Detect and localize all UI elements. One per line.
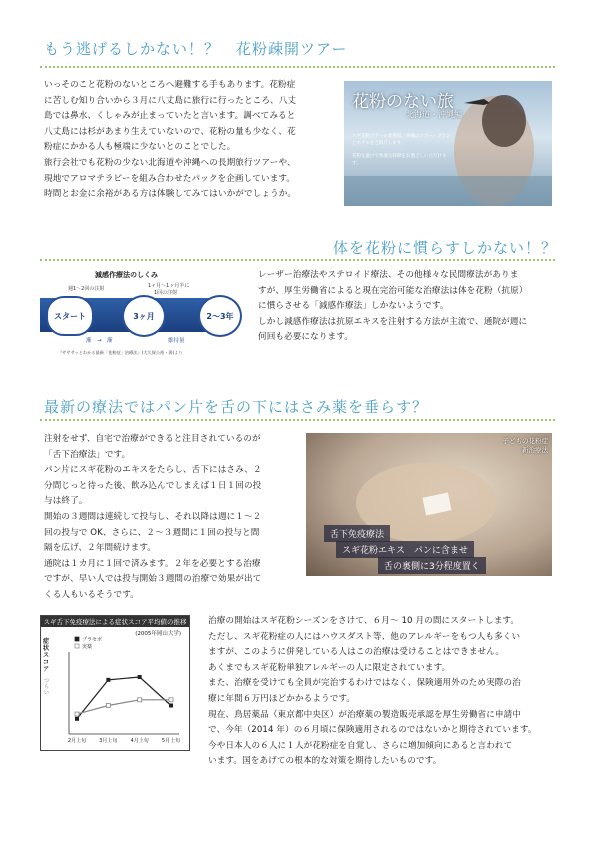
section3-text-right <box>208 614 558 770</box>
section3-text-left <box>44 432 302 604</box>
chart-data-point <box>138 675 142 679</box>
section3-heading: 最新の療法ではパン片を舌の下にはさみ薬を垂らす？ <box>44 398 429 416</box>
paragraph-line: 八丈島には杉があまり生えていないので、花粉の量も少なく、花 <box>44 126 296 137</box>
paragraph-line: 島では鼻水、くしゃみが止まっていたと言います。調べてみると <box>44 111 296 122</box>
chart-data-point <box>169 704 173 708</box>
paragraph-line: また、治療を受けても全員が完治するわけではなく、保険適用外のため実際の治 <box>208 678 521 689</box>
chart-data-point <box>75 717 79 721</box>
section1-divider <box>40 66 555 68</box>
diagram-label: 1ヶ月〜1ヶ月半に <box>148 283 190 289</box>
travel-photo <box>344 81 552 206</box>
paragraph-line: 隔を広げ、２年間続けます。 <box>44 543 156 554</box>
section1-heading: もう逃げるしかない！？ 花粉疎開ツアー <box>44 40 348 58</box>
paragraph-line: 与は終了。 <box>44 496 88 507</box>
photo-tag-line: 子どもの花粉症 <box>502 437 548 445</box>
paragraph-line: で、今年（2014 年）の６月頃に保険適用されるのではないかと期待されています。 <box>208 725 537 736</box>
chart-data-point <box>106 678 110 682</box>
chart-data-point <box>138 698 142 702</box>
chart-legend-label: プラセボ <box>82 637 103 643</box>
treatment-photo <box>306 433 552 576</box>
paragraph-line: いっそのこと花粉のないところへ避難する手もあります。花粉症 <box>44 80 296 90</box>
photo-title: 花粉のない旅 <box>352 92 454 112</box>
paragraph-line: 回の投与で OK、さらに、２〜３週間に１回の投与と間 <box>44 527 260 538</box>
chart-data-point <box>75 712 79 716</box>
chart-series-line <box>77 677 171 719</box>
paragraph-line: 通院は１カ月に１回で済みます。２年を必要とする治療 <box>44 558 261 569</box>
paragraph-line: すが、厚生労働省によると現在完治可能な治療法は体を花粉（抗原） <box>258 285 528 296</box>
photo-tag-line: 新治療法 <box>522 446 548 454</box>
paragraph-line: パン片にスギ花粉のエキスをたらし、舌下にはさみ、２ <box>44 465 262 476</box>
paragraph-line: ただし、スギ花粉症の人にはハウスダスト等、他のアレルギーをもつ人も多くい <box>208 631 521 642</box>
paragraph-line: 現地でアロマテラピーを組み合わせたパックを企画しています。 <box>44 173 296 184</box>
photo-tag <box>503 436 549 454</box>
chart-data-point <box>106 704 110 708</box>
paragraph-line: しかし減感作療法は抗原エキスを注射する方法が主流で、通院が週に <box>258 316 528 327</box>
section2-heading: 体を花粉に慣らすしかない！？ <box>333 239 558 257</box>
diagram-step-23y: 2〜3年 <box>198 295 242 337</box>
chart-ylabel: 症状スコア <box>43 638 50 673</box>
paragraph-line: あくまでもスギ花粉単独アレルギーの人に限定されています。 <box>208 662 451 673</box>
paragraph-line: 現在、鳥居薬品（東京都中央区）が治療薬の製造販売承認を厚生労働省に申請中 <box>208 709 521 720</box>
paragraph-line: 療に年間６万円ほどかかるようです。 <box>208 693 356 704</box>
diagram-label: 週1〜2回の注射 <box>68 286 105 292</box>
diagram-title: 減感作療法のしくみ <box>95 271 158 279</box>
paragraph-line: 今や日本人の６人に１人が花粉症を自覚し、さらに増加傾向にあると言われて <box>208 740 513 751</box>
chart-legend-label: 実薬 <box>82 644 93 650</box>
paragraph-line: 粉症にかかる人も極端に少ないとのことでした。 <box>44 142 236 153</box>
section2-text <box>258 268 554 346</box>
diagram-label: 1回の注射 <box>154 290 178 296</box>
photo-note: 花粉を避けて快適な時間をお過ごしいただけます。 <box>352 154 447 166</box>
paragraph-line: 旅行会社でも花粉の少ない北海道や沖縄への長期旅行ツアーや、 <box>44 157 296 168</box>
paragraph-line: ますが、このように併発している人はこの治療は受けることはできません。 <box>208 647 505 658</box>
diagram-label: 漸 → 漸 <box>86 338 113 344</box>
paragraph-line: 「舌下治療法」です。 <box>44 449 131 460</box>
chart-x-tick-label: 3月上旬 <box>99 738 118 744</box>
diagram-source: 『サササッとわかる最新「花粉症」治療法』(大久保公裕・著)より <box>58 350 183 355</box>
section2-divider <box>40 259 555 261</box>
chart-title: スギ舌下免疫療法による症状スコア平均値の推移 <box>41 616 189 627</box>
photo-note: スギ花粉ツアーの北海道、沖縄のツアー・プランとホテルをご紹介します。 <box>352 134 451 146</box>
paragraph-line: 開始の３週間は連続して投与し、それ以降は週に１〜２ <box>44 511 262 522</box>
section1-text <box>44 78 334 203</box>
paragraph-line: います。国をあげての根本的な対策を期待したいものです。 <box>208 756 442 767</box>
chart-legend-marker <box>75 637 79 641</box>
chart-x-tick-label: 4月上旬 <box>130 738 149 744</box>
photo-caption: 舌の裏側に3分程度置く <box>378 557 486 574</box>
photo-caption: 舌下免疫療法 <box>324 525 390 542</box>
photo-caption: スギ花粉エキス パンに含ませ <box>336 541 474 558</box>
paragraph-line: に慣らさせる「減感作療法」しかないようです。 <box>258 301 449 312</box>
paragraph-line: 時間とお金に余裕がある方は体験してみてはいかがでしょうか。 <box>44 189 297 200</box>
paragraph-line: 治療の開始はスギ花粉シーズンをさけて、６月〜 10 月の間にスタートします。 <box>208 616 520 626</box>
paragraph-line: 何回も必要になります。 <box>258 332 353 343</box>
symptom-chart <box>40 615 190 751</box>
treatment-diagram <box>40 268 250 360</box>
chart-plot <box>41 616 189 750</box>
diagram-label: 維持量 <box>168 338 185 344</box>
paragraph-line: 分間じっと待った後、飲み込んでしまえば１日１回の投 <box>44 480 262 491</box>
photo-subtitle: 北海道・沖縄編 <box>406 110 462 119</box>
chart-legend-marker <box>75 644 79 648</box>
chart-ylabel-sub: つらい <box>44 678 50 696</box>
diagram-step-start: スタート <box>46 296 94 336</box>
paragraph-line: に苦しむ知り合いから３月に八丈島に旅行に行ったところ、八丈 <box>44 95 297 106</box>
paragraph-line: ですが、早い人では投与開始３週間の治療で効果が出て <box>44 574 262 585</box>
section3-divider <box>40 419 555 421</box>
chart-data-point <box>169 698 173 702</box>
diagram-step-3m: 3ヶ月 <box>122 295 166 337</box>
chart-x-tick-label: 2月上旬 <box>67 738 87 744</box>
chart-x-tick-label: 5月上旬 <box>161 738 181 744</box>
paragraph-line: 注射をせず、自宅で治療ができると注目されているのが <box>44 434 261 444</box>
chart-subtitle: (2005年岡山大学) <box>135 631 181 637</box>
paragraph-line: くる人もいるそうです。 <box>44 589 139 600</box>
paragraph-line: レーザー治療法やステロイド療法、その他様々な民間療法がありま <box>258 270 519 280</box>
